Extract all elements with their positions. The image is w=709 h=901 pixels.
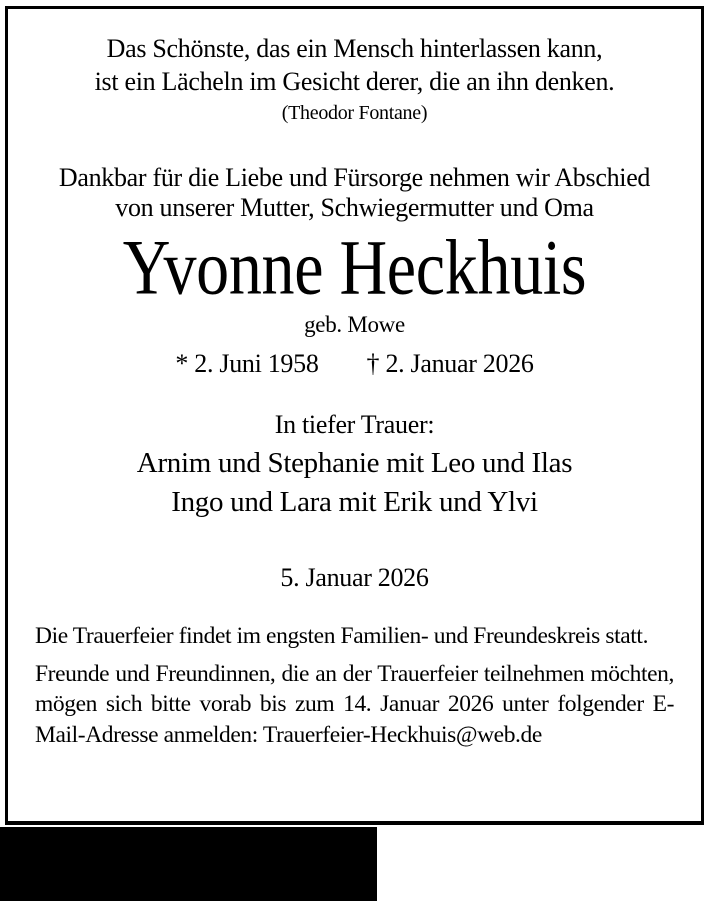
intro-line-1: Dankbar für die Liebe und Fürsorge nehmen wir Abschied bbox=[58, 163, 651, 192]
funeral-info-paragraph: Die Trauerfeier findet im engsten Familien- und Freundeskreis statt. bbox=[35, 623, 649, 649]
notice-date: 5. Januar 2026 bbox=[280, 563, 429, 592]
death-date: † 2. Januar 2026 bbox=[366, 349, 534, 378]
registration-info-paragraph: Freunde und Freundinnen, die an der Trauerfeier teilnehmen möchten, mögen sich bitte vorab bis zum 14. Januar 2026 unter folgender E-Mail-Adresse anmelden: Trauerfeier-Heckhuis@web.de bbox=[35, 660, 674, 748]
mourning-heading: In tiefer Trauer: bbox=[274, 410, 435, 439]
quote-attribution: (Theodor Fontane) bbox=[281, 102, 428, 124]
deceased-name: Yvonne Heckhuis bbox=[122, 225, 587, 312]
family-line: Arnim und Stephanie mit Leo und Ilas bbox=[136, 447, 573, 479]
memorial-quote bbox=[8, 32, 701, 98]
maiden-name: geb. Mowe bbox=[304, 312, 405, 337]
intro-line-2: von unserer Mutter, Schwiegermutter und Oma bbox=[115, 193, 594, 222]
birth-date: * 2. Juni 1958 bbox=[175, 349, 319, 378]
life-dates bbox=[8, 348, 701, 380]
mourning-family-list bbox=[8, 444, 701, 522]
obituary-notice bbox=[5, 6, 704, 825]
quote-line-2: ist ein Lächeln im Gesicht derer, die an ihn denken. bbox=[94, 67, 615, 96]
intro-text bbox=[8, 163, 701, 223]
family-line: Ingo und Lara mit Erik und Ylvi bbox=[171, 486, 538, 518]
quote-line-1: Das Schönste, das ein Mensch hinterlassen kann, bbox=[106, 34, 603, 63]
funeral-information bbox=[8, 621, 701, 750]
redaction-bar bbox=[0, 827, 377, 901]
